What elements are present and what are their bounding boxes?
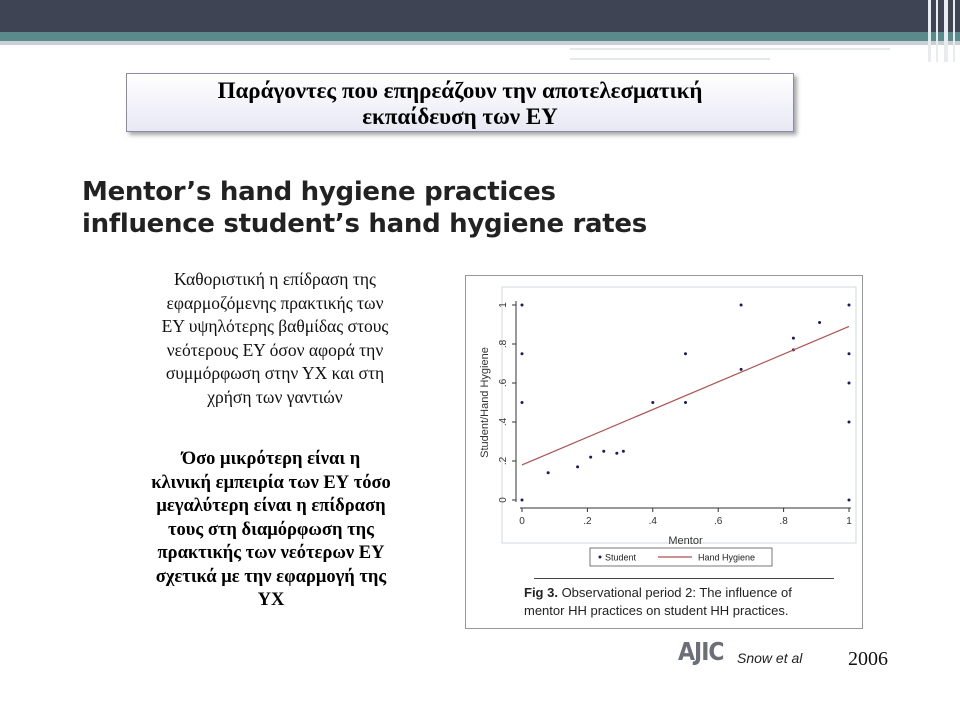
description-text <box>102 268 448 409</box>
caption-text: Observational period 2: The influence of <box>557 585 792 600</box>
slide-title-box <box>126 73 794 132</box>
student-point <box>848 499 851 502</box>
student-point <box>848 421 851 424</box>
student-point <box>576 465 579 468</box>
figure-panel <box>465 275 863 629</box>
y-tick-label: 0 <box>498 497 509 503</box>
header-accent-line <box>570 58 770 60</box>
student-point <box>622 450 625 453</box>
y-tick-label: .2 <box>498 456 509 466</box>
student-point <box>589 456 592 459</box>
emphasis-text <box>98 448 444 613</box>
y-axis-label: Student/Hand Hygiene <box>479 347 491 458</box>
x-tick-label: .4 <box>648 516 657 527</box>
header-dark-bar <box>0 0 960 32</box>
y-tick-label: .8 <box>498 339 509 349</box>
student-point <box>521 352 524 355</box>
y-tick-label: 1 <box>498 302 509 308</box>
scatter-plot <box>466 276 862 576</box>
student-point <box>521 304 524 307</box>
description-line: χρήση των γαντιών <box>207 386 343 407</box>
emphasis-line: μεγαλύτερη είναι η επίδραση <box>156 496 386 516</box>
student-point <box>792 337 795 340</box>
journal-logo: AJIC <box>678 638 724 667</box>
student-point <box>848 382 851 385</box>
legend-student-marker <box>599 556 602 559</box>
slide-title-line: Παράγοντες που επηρεάζουν την αποτελεσματική <box>217 78 703 103</box>
emphasis-line: Όσο μικρότερη είναι η <box>181 449 361 469</box>
caption-text: mentor HH practices on student HH practices. <box>524 603 789 618</box>
emphasis-line: πρακτικής των νεότερων ΕΥ <box>157 543 385 563</box>
y-tick-label: .4 <box>498 417 509 427</box>
student-point <box>521 499 524 502</box>
student-point <box>602 450 605 453</box>
header-stripe <box>928 0 931 62</box>
header-teal-bar <box>0 32 960 41</box>
figure-heading-line: Mentor’s hand hygiene practices <box>82 177 556 207</box>
x-tick-label: .6 <box>714 516 723 527</box>
figure-heading <box>82 176 702 240</box>
x-tick-label: .2 <box>583 516 592 527</box>
student-point <box>740 368 743 371</box>
emphasis-line: σχετικά με την εφαρμογή της <box>155 566 387 587</box>
header-stripe <box>936 0 938 62</box>
legend-hand-hygiene-label: Hand Hygiene <box>698 552 756 563</box>
student-point <box>818 321 821 324</box>
emphasis-line: κλινική εμπειρία των ΕΥ τόσο <box>151 472 391 493</box>
hand-hygiene-fit-line <box>522 326 849 464</box>
y-tick-label: .6 <box>498 378 509 388</box>
x-tick-label: 1 <box>846 516 852 527</box>
x-tick-label: .8 <box>779 516 788 527</box>
student-point <box>615 452 618 455</box>
student-point <box>684 352 687 355</box>
x-tick-label: 0 <box>519 516 525 527</box>
caption-divider <box>534 578 834 579</box>
figure-heading-line: influence student’s hand hygiene rates <box>82 209 647 239</box>
legend-student-label: Student <box>605 552 637 563</box>
slide-title-line: εκπαίδευση των ΕΥ <box>362 104 558 129</box>
description-line: νεότερους ΕΥ όσον αφορά την <box>166 339 384 360</box>
description-line: συμμόρφωση στην ΥΧ και στη <box>165 363 385 383</box>
description-line: ΕΥ υψηλότερης βαθμίδας στους <box>161 316 389 336</box>
x-axis-label: Mentor <box>668 535 703 547</box>
student-point <box>521 401 524 404</box>
header-stripe <box>944 0 948 62</box>
caption-label: Fig 3. <box>524 585 558 600</box>
header-gray-bar <box>0 41 960 45</box>
student-point <box>848 352 851 355</box>
student-point <box>740 304 743 307</box>
header-stripe <box>953 0 955 62</box>
student-point <box>547 471 550 474</box>
description-line: εφαρμοζόμενης πρακτικής των <box>166 292 384 313</box>
citation-year: 2006 <box>848 648 888 670</box>
figure-caption <box>524 584 854 620</box>
plot-frame <box>502 287 856 543</box>
emphasis-line: ΥΧ <box>257 590 285 610</box>
header-accent-line <box>570 48 890 50</box>
citation-authors: Snow et al <box>737 650 803 666</box>
student-point <box>684 401 687 404</box>
emphasis-line: τους στη διαμόρφωση της <box>168 519 374 540</box>
student-point <box>651 401 654 404</box>
description-line: Καθοριστική η επίδραση της <box>174 269 376 289</box>
student-point <box>848 304 851 307</box>
